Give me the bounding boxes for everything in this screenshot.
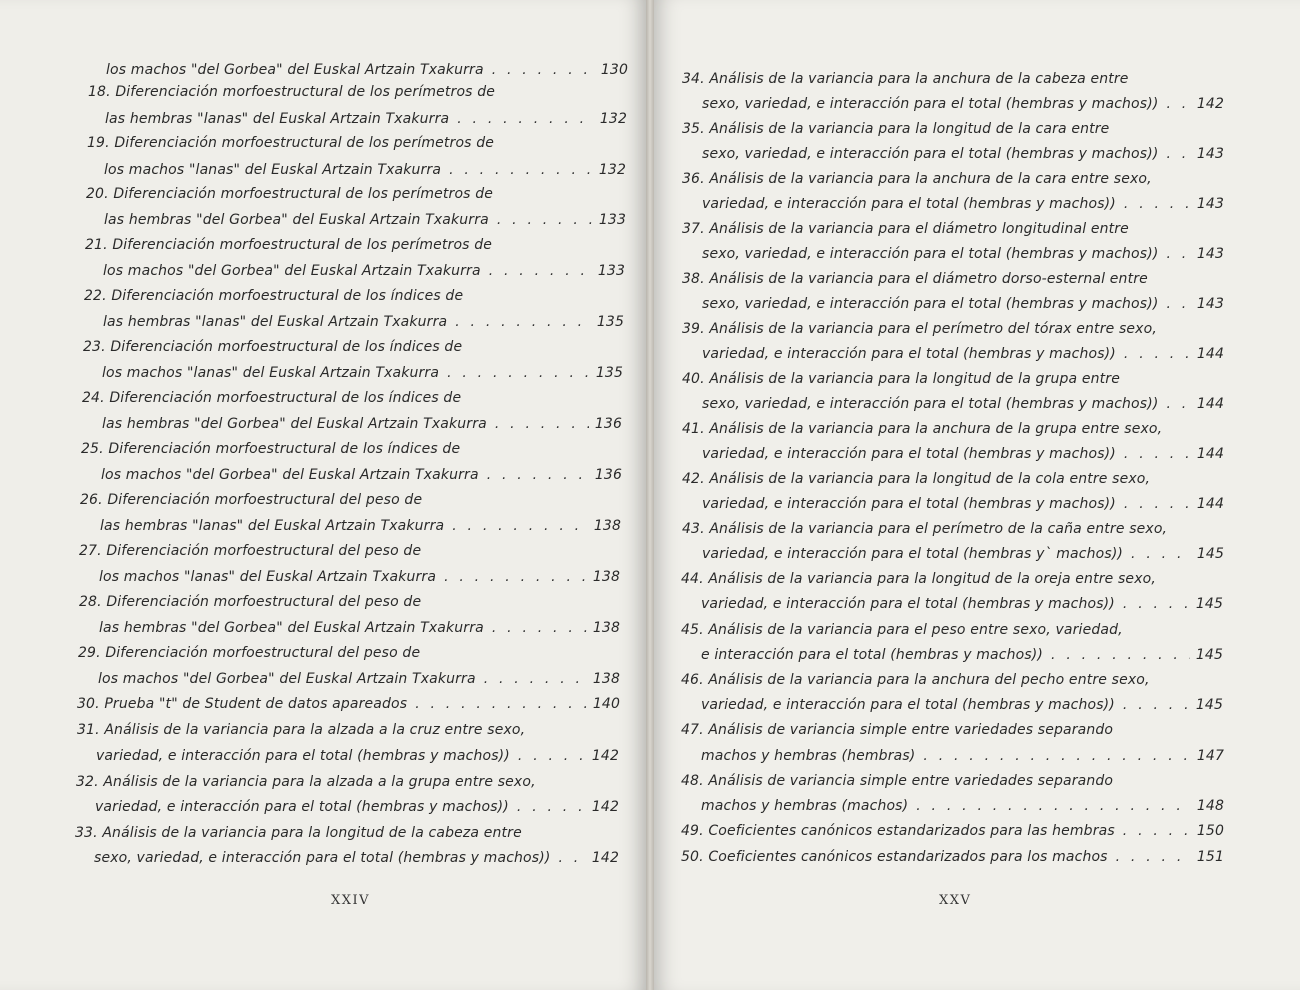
toc-line: 21. Diferenciación morfoestructural de los perímetros de [85,237,493,253]
toc-line: variedad, e interacción para el total (hembras y machos)) . . . 143 [702,192,1224,216]
toc-line: los machos "del Gorbea" del Euskal Artzain Txakurra . . . 130 [106,58,628,82]
toc-line: e interacción para el total (hembras y machos)) . . . 145 [701,643,1223,667]
toc-line: 50. Coeficientes canónicos estandarizados para los machos . . . 151 [681,845,1224,869]
toc-line: 35. Análisis de la variancia para la longitud de la cara entre [682,121,1110,137]
toc-line: variedad, e interacción para el total (hembras y machos)) . . . 144 [702,342,1224,366]
toc-line: 44. Análisis de la variancia para la longitud de la oreja entre sexo, [681,571,1156,587]
toc-line: los machos "del Gorbea" del Euskal Artzain Txakurra . . . 133 [103,259,625,283]
toc-line: los machos "lanas" del Euskal Artzain Txakurra . . . 135 [102,361,623,385]
page-number-right: XXV [939,893,972,908]
toc-line: sexo, variedad, e interacción para el total (hembras y machos)) . . . 142 [94,846,619,870]
toc-line: sexo, variedad, e interacción para el total (hembras y machos)) . . . 143 [702,242,1224,266]
toc-line: 41. Análisis de la variancia para la anchura de la grupa entre sexo, [682,421,1163,437]
left-page [0,0,646,990]
toc-line: 42. Análisis de la variancia para la longitud de la cola entre sexo, [682,471,1151,487]
toc-line: los machos "del Gorbea" del Euskal Artzain Txakurra . . . 138 [98,667,620,691]
toc-line: variedad, e interacción para el total (hembras y machos)) . . . 142 [96,744,619,768]
toc-line: sexo, variedad, e interacción para el total (hembras y machos)) . . . 144 [702,392,1224,416]
toc-line: machos y hembras (machos) . . . 148 [701,794,1224,818]
toc-line: sexo, variedad, e interacción para el total (hembras y machos)) . . . 143 [702,292,1224,316]
toc-line: 37. Análisis de la variancia para el diámetro longitudinal entre [682,221,1129,237]
page-number-left: XXIV [331,893,371,908]
toc-line: 32. Análisis de la variancia para la alzada a la grupa entre sexo, [76,774,536,790]
toc-line: 27. Diferenciación morfoestructural del peso de [79,543,422,559]
toc-line: variedad, e interacción para el total (hembras y machos)) . . . 145 [701,693,1223,717]
toc-line: variedad, e interacción para el total (hembras y machos)) . . . 144 [702,492,1224,516]
toc-line: 24. Diferenciación morfoestructural de los índices de [82,390,462,406]
toc-line: 39. Análisis de la variancia para el perímetro del tórax entre sexo, [682,321,1157,337]
toc-line: las hembras "lanas" del Euskal Artzain Txakurra . . . 132 [105,107,627,131]
toc-line: 45. Análisis de la variancia para el peso entre sexo, variedad, [681,622,1123,638]
toc-line: variedad, e interacción para el total (hembras y machos)) . . . 145 [701,592,1223,616]
toc-line: 46. Análisis de la variancia para la anchura del pecho entre sexo, [681,672,1150,688]
toc-line: 47. Análisis de variancia simple entre variedades separando [681,722,1114,738]
toc-line: variedad, e interacción para el total (hembras y` machos)) . . . 145 [702,542,1224,566]
toc-line: 38. Análisis de la variancia para el diámetro dorso-esternal entre [682,271,1148,287]
toc-line: 49. Coeficientes canónicos estandarizados para las hembras . . . 150 [681,819,1224,843]
toc-line: las hembras "lanas" del Euskal Artzain Txakurra . . . 135 [103,310,624,334]
toc-line: 34. Análisis de la variancia para la anchura de la cabeza entre [682,71,1129,87]
toc-line: los machos "del Gorbea" del Euskal Artzain Txakurra . . . 136 [101,463,622,487]
toc-line: 31. Análisis de la variancia para la alzada a la cruz entre sexo, [77,722,526,738]
toc-line: sexo, variedad, e interacción para el total (hembras y machos)) . . . 143 [702,142,1224,166]
toc-line: 48. Análisis de variancia simple entre variedades separando [681,773,1114,789]
right-page [654,0,1300,990]
toc-line: 30. Prueba "t" de Student de datos apareados . . . 140 [77,692,620,716]
toc-line: las hembras "lanas" del Euskal Artzain Txakurra . . . 138 [100,514,621,538]
toc-line: 22. Diferenciación morfoestructural de los índices de [84,288,464,304]
toc-line: las hembras "del Gorbea" del Euskal Artzain Txakurra . . . 138 [99,616,620,640]
toc-line: las hembras "del Gorbea" del Euskal Artzain Txakurra . . . 133 [104,208,626,232]
toc-line: 33. Análisis de la variancia para la longitud de la cabeza entre [75,825,522,841]
toc-line: 36. Análisis de la variancia para la anchura de la cara entre sexo, [682,171,1152,187]
toc-line: las hembras "del Gorbea" del Euskal Artzain Txakurra . . . 136 [102,412,622,436]
toc-line: 19. Diferenciación morfoestructural de los perímetros de [87,135,495,151]
toc-line: 40. Análisis de la variancia para la longitud de la grupa entre [682,371,1120,387]
toc-line: 29. Diferenciación morfoestructural del peso de [78,645,421,661]
toc-line: variedad, e interacción para el total (hembras y machos)) . . . 142 [95,795,619,819]
toc-line: los machos "lanas" del Euskal Artzain Txakurra . . . 132 [104,158,626,182]
book-gutter [646,0,654,990]
toc-line: 18. Diferenciación morfoestructural de los perímetros de [88,84,496,100]
toc-line: 25. Diferenciación morfoestructural de los índices de [81,441,461,457]
toc-line: 20. Diferenciación morfoestructural de los perímetros de [86,186,494,202]
toc-line: 28. Diferenciación morfoestructural del peso de [79,594,422,610]
toc-line: 43. Análisis de la variancia para el perímetro de la caña entre sexo, [682,521,1168,537]
toc-line: variedad, e interacción para el total (hembras y machos)) . . . 144 [702,442,1224,466]
toc-line: los machos "lanas" del Euskal Artzain Txakurra . . . 138 [99,565,620,589]
toc-line: machos y hembras (hembras) . . . 147 [701,744,1224,768]
toc-line: sexo, variedad, e interacción para el total (hembras y machos)) . . . 142 [702,92,1224,116]
toc-line: 26. Diferenciación morfoestructural del peso de [80,492,423,508]
toc-line: 23. Diferenciación morfoestructural de los índices de [83,339,463,355]
